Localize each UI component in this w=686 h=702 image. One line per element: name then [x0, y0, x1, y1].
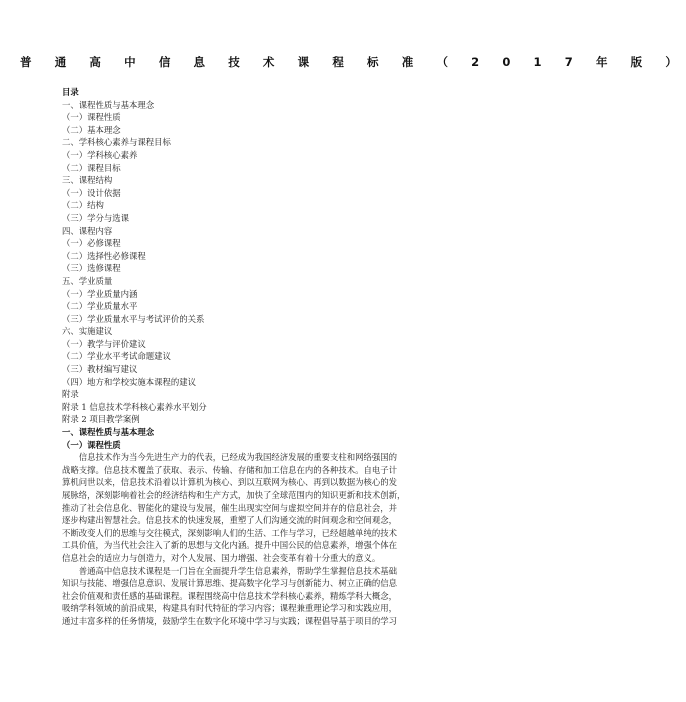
paragraph-line: 普通高中信息技术课程是一门旨在全面提升学生信息素养，帮助学生掌握信息技术基础 [62, 565, 397, 576]
paragraph-line: 推动了社会信息化、智能化的建设与发展，催生出现实空间与虚拟空间并存的信息社会，并 [62, 502, 397, 513]
toc-heading: 目录 [62, 87, 79, 97]
paragraph-line: 通过丰富多样的任务情境，鼓励学生在数字化环境中学习与实践；课程倡导基于项目的学习 [62, 615, 397, 626]
toc-item: 附录 1 信息技术学科核心素养水平划分 [62, 401, 207, 412]
paragraph-line: 信息技术作为当今先进生产力的代表，已经成为我国经济发展的重要支柱和网络强国的 [62, 452, 397, 463]
toc-item: 一、课程性质与基本理念 [62, 99, 155, 110]
paragraph-line: 展脉络，深刻影响着社会的经济结构和生产方式，加快了全球范围内的知识更新和技术创新， [62, 490, 406, 500]
toc-item: （三）学分与选课 [62, 212, 129, 223]
paragraph-course-overview [62, 565, 454, 628]
toc-item: （一）必修课程 [62, 238, 121, 249]
paragraph-line: 信息社会的适应力与创造力，对个人发展、国力增强、社会变革有着十分重大的意义。 [62, 552, 381, 563]
toc-item: （四）地方和学校实施本课程的建议 [62, 376, 196, 387]
paragraph-line: 吸纳学科领域的前沿成果，构建具有时代特征的学习内容；课程兼重理论学习和实践应用， [62, 603, 397, 614]
toc-item: 附录 [62, 389, 79, 400]
toc-item: （一）教学与评价建议 [62, 338, 146, 349]
toc-item: 附录 2 项目教学案例 [62, 414, 140, 425]
paragraph-line: 社会价值观和责任感的基础课程。课程围绕高中信息技术学科核心素养，精炼学科大概念， [62, 590, 397, 601]
toc-item: （二）选择性必修课程 [62, 250, 146, 261]
toc-item: （三）学业质量水平与考试评价的关系 [62, 313, 205, 324]
toc-item: （二）结构 [62, 200, 104, 211]
paragraph-line: 逐步构建出智慧社会。信息技术的快速发展，重塑了人们沟通交流的时间观念和空间观念， [62, 515, 397, 526]
toc-item: 五、学业质量 [62, 275, 113, 286]
toc-item: 二、学科核心素养与课程目标 [62, 137, 171, 148]
toc-item: （三）教材编写建议 [62, 364, 138, 375]
toc-item: 三、课程结构 [62, 175, 113, 186]
toc-item: （二）基本理念 [62, 124, 121, 135]
table-of-contents [62, 99, 454, 426]
toc-item: 六、实施建议 [62, 326, 113, 337]
paragraph-line: 战略支撑。信息技术覆盖了获取、表示、传输、存储和加工信息在内的各种技术。自电子计 [62, 464, 397, 475]
subsection-heading: （一）课程性质 [62, 439, 121, 450]
section-heading: 一、课程性质与基本理念 [62, 427, 155, 438]
toc-item: （三）选修课程 [62, 263, 121, 274]
toc-item: （一）设计依据 [62, 187, 121, 198]
paragraph-line: 算机问世以来，信息技术沿着以计算机为核心、到以互联网为核心、再到以数据为核心的发 [62, 477, 397, 488]
paragraph-course-nature [62, 451, 454, 564]
toc-item: （二）学业质量水平 [62, 301, 138, 312]
paragraph-line: 工具价值，为当代社会注入了新的思想与文化内涵。提升中国公民的信息素养，增强个体在 [62, 540, 397, 551]
document-body [62, 86, 454, 628]
toc-item: （二）课程目标 [62, 162, 121, 173]
document-title: 普 通 高 中 信 息 技 术 课 程 标 准 （ 2 0 1 7 年 版 ） [20, 55, 686, 69]
paragraph-line: 知识与技能、增强信息意识、发展计算思维、提高数字化学习与创新能力、树立正确的信息 [62, 578, 397, 589]
toc-item: （一）学业质量内涵 [62, 288, 138, 299]
toc-item: （二）学业水平考试命题建议 [62, 351, 171, 362]
toc-item: （一）学科核心素养 [62, 149, 138, 160]
paragraph-line: 不断改变人们的思维与交往模式，深刻影响人们的生活、工作与学习，已经超越单纯的技术 [62, 527, 397, 538]
toc-item: （一）课程性质 [62, 112, 121, 123]
toc-item: 四、课程内容 [62, 225, 113, 236]
